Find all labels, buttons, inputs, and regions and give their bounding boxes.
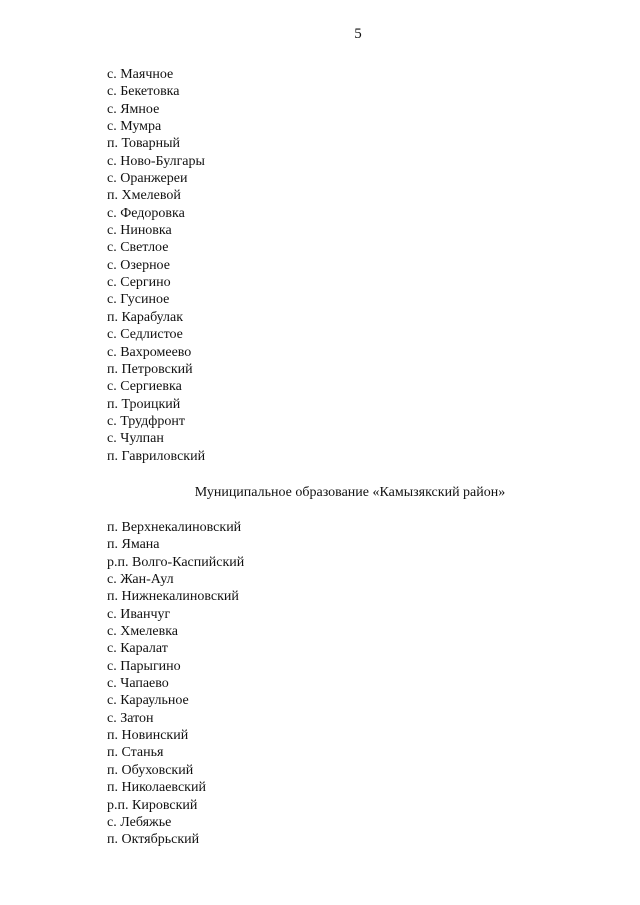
settlement-item: с. Вахромеево — [107, 344, 192, 360]
settlement-item: п. Ямана — [107, 537, 160, 553]
settlement-item: с. Хмелевка — [107, 624, 179, 640]
settlement-item: с. Иванчуг — [107, 606, 171, 622]
settlement-item: с. Лебяжье — [107, 814, 172, 830]
settlement-item: с. Жан-Аул — [107, 572, 174, 588]
settlement-item: с. Седлистое — [107, 327, 183, 343]
settlement-item: с. Чапаево — [107, 676, 169, 692]
section-heading: Муниципальное образование «Камызякский район» — [194, 485, 506, 500]
settlement-item: с. Гусиное — [107, 292, 170, 308]
settlement-item: п. Октябрьский — [107, 832, 200, 848]
settlement-item: п. Нижнекалиновский — [107, 589, 239, 605]
settlement-item: с. Ямное — [107, 101, 160, 117]
settlement-item: п. Товарный — [107, 136, 181, 152]
settlement-item: с. Оранжереи — [107, 171, 188, 187]
settlement-item: с. Ниновка — [107, 223, 172, 239]
settlement-list-1 — [107, 66, 205, 465]
settlement-item: п. Троицкий — [107, 396, 181, 412]
settlement-item: с. Каралат — [107, 641, 168, 657]
settlement-item: п. Верхнекалиновский — [107, 520, 242, 535]
settlement-item: р.п. Волго-Каспийский — [107, 554, 245, 570]
settlement-item: с. Парыгино — [107, 658, 181, 674]
settlement-item: с. Чулпан — [107, 431, 164, 447]
settlement-item: п. Станья — [107, 745, 164, 761]
settlement-item: с. Маячное — [107, 67, 174, 82]
settlement-item: п. Гавриловский — [107, 448, 206, 464]
settlement-item: с. Ново-Булгары — [107, 153, 205, 169]
settlement-item: п. Хмелевой — [107, 188, 181, 204]
settlement-item: р.п. Кировский — [107, 797, 198, 813]
settlement-item: п. Николаевский — [107, 780, 206, 796]
settlement-item: п. Карабулак — [107, 309, 184, 325]
settlement-item: п. Новинский — [107, 728, 189, 744]
settlement-item: п. Обуховский — [107, 762, 194, 778]
settlement-item: с. Озерное — [107, 257, 170, 273]
settlement-item: п. Петровский — [107, 361, 193, 377]
settlement-list-2 — [107, 519, 244, 849]
settlement-item: с. Федоровка — [107, 205, 185, 221]
settlement-item: с. Сергино — [107, 275, 171, 291]
page-number: 5 — [354, 26, 362, 42]
settlement-item: с. Сергиевка — [107, 379, 182, 395]
settlement-item: с. Бекетовка — [107, 84, 180, 100]
settlement-item: с. Караульное — [107, 693, 189, 709]
settlement-item: с. Затон — [107, 710, 154, 726]
settlement-item: с. Светлое — [107, 240, 169, 256]
settlement-item: с. Трудфронт — [107, 413, 185, 429]
settlement-item: с. Мумра — [107, 119, 162, 135]
